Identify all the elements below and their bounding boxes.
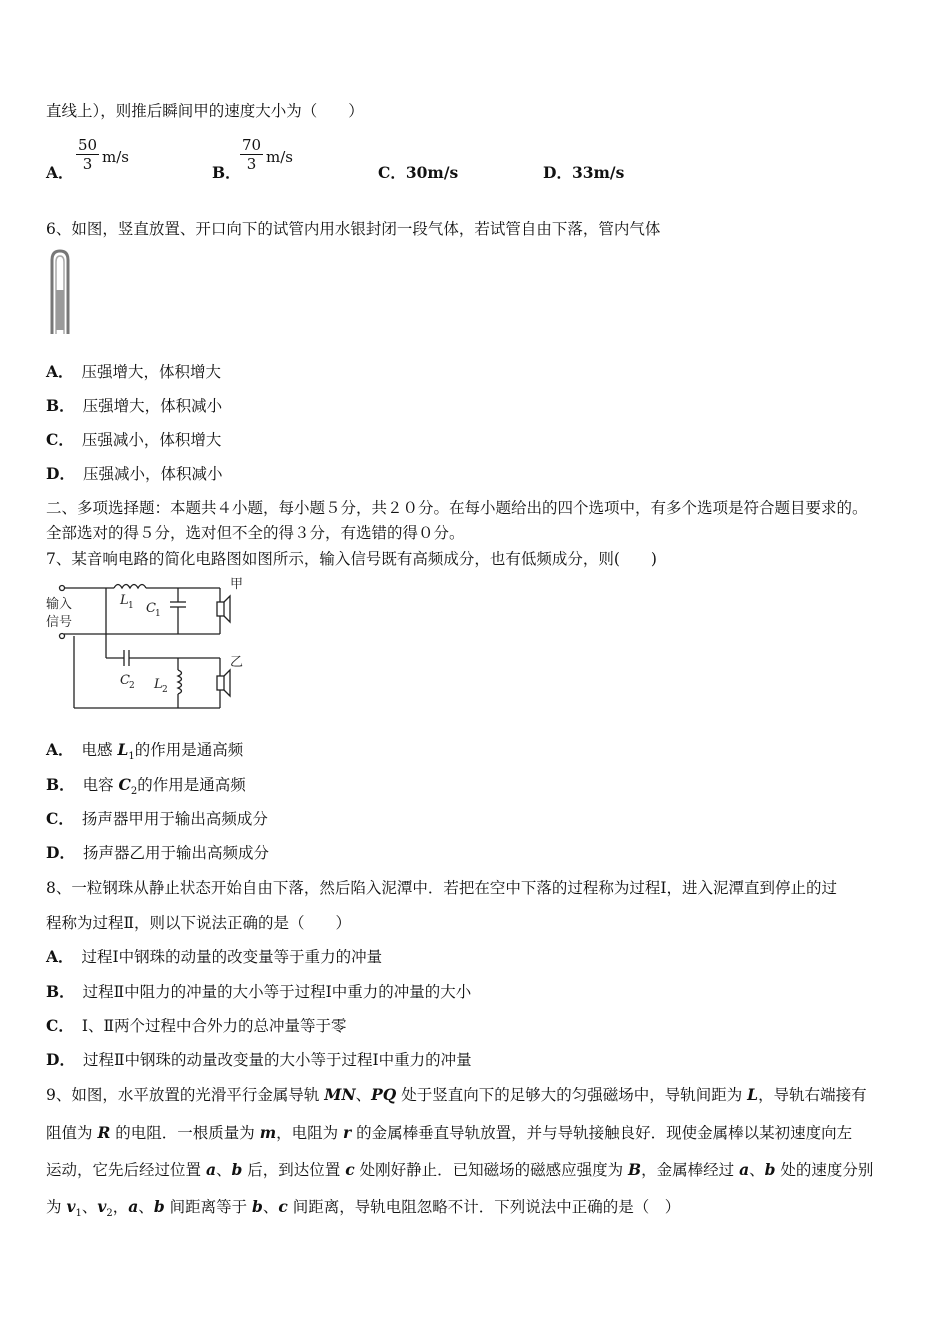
q7-option-d — [46, 843, 269, 863]
symbol-b: b — [231, 1160, 243, 1179]
q5-option-b-fraction — [240, 136, 263, 173]
c2-label: C — [120, 673, 130, 688]
q6-stem: 6、如图，竖直放置、开口向下的试管内用水银封闭一段气体，若试管自由下落，管内气体 — [46, 220, 661, 238]
speaker-b-label: 乙 — [230, 655, 244, 670]
option-symbol: L — [117, 740, 129, 759]
option-text: Ⅰ、Ⅱ两个过程中合外力的总冲量等于零 — [81, 1017, 347, 1035]
symbol-R: R — [97, 1123, 111, 1142]
q6-option-b — [46, 396, 222, 416]
fraction-denominator: 3 — [246, 155, 257, 173]
q5-option-a-unit: m/s — [102, 148, 129, 166]
option-text: 压强增大，体积减小 — [82, 397, 223, 415]
text: 9、如图，水平放置的光滑平行金属导轨 — [46, 1086, 325, 1104]
q8-option-a — [46, 947, 382, 967]
input-label-2: 信号 — [46, 615, 73, 630]
q5-option-d-label: D． — [543, 163, 572, 182]
text: 、 — [81, 1198, 98, 1216]
text: 、 — [749, 1161, 765, 1179]
speaker-a-label: 甲 — [230, 577, 244, 592]
symbol-L: L — [747, 1085, 759, 1104]
text: ，金属棒经过 — [641, 1161, 740, 1179]
input-label-1: 输入 — [46, 597, 73, 612]
symbol-c: c — [278, 1197, 288, 1216]
q6-option-c — [46, 430, 221, 450]
l1-label: L — [120, 593, 129, 608]
option-text: 压强减小，体积增大 — [81, 431, 222, 449]
c1-label: C — [146, 601, 156, 616]
fraction-numerator: 70 — [242, 136, 262, 154]
symbol-MN: MN — [324, 1085, 356, 1104]
q5-option-a-label: A． — [46, 163, 74, 182]
q5-option-b-unit: m/s — [266, 148, 293, 166]
text: 、 — [262, 1198, 279, 1216]
q8-option-b — [46, 982, 471, 1002]
text: 、 — [355, 1086, 372, 1104]
symbol-PQ: PQ — [371, 1085, 397, 1104]
q5-option-a-fraction — [76, 136, 99, 173]
audio-circuit-diagram — [44, 574, 256, 720]
q9-stem-line3 — [46, 1160, 873, 1180]
option-label: B． — [46, 396, 75, 415]
symbol-a: a — [128, 1197, 139, 1216]
text: 后，到达位置 — [242, 1161, 346, 1179]
q6-option-d — [46, 464, 222, 484]
option-label: D． — [46, 464, 75, 483]
fraction-denominator: 3 — [82, 155, 93, 173]
q7-option-a — [46, 740, 243, 767]
option-text-pre: 电容 — [82, 776, 119, 794]
option-label: D． — [46, 1050, 75, 1069]
option-label: B． — [46, 775, 75, 794]
q5-option-d — [543, 161, 624, 183]
q8-stem-line1: 8、一粒钢珠从静止状态开始自由下落，然后陷入泥潭中．若把在空中下落的过程称为过程Ⅰ，进入泥潭直到停止的过 — [46, 879, 837, 897]
q5-option-c — [378, 161, 458, 183]
symbol-b: b — [764, 1160, 776, 1179]
option-text: 过程Ⅰ中钢珠的动量的改变量等于重力的冲量 — [81, 948, 383, 966]
option-text-pre: 电感 — [81, 741, 118, 759]
symbol-m: m — [259, 1123, 277, 1142]
option-text: 过程Ⅱ中钢珠的动量改变量的大小等于过程Ⅰ中重力的冲量 — [82, 1051, 472, 1069]
l2-sub: 2 — [162, 685, 168, 695]
option-text: 扬声器甲用于输出高频成分 — [81, 810, 268, 828]
test-tube-figure — [48, 248, 72, 336]
c2-sub: 2 — [129, 681, 135, 691]
option-label: A． — [46, 740, 74, 759]
option-label: D． — [46, 843, 75, 862]
option-label: C． — [46, 1016, 74, 1035]
symbol-v2: v — [97, 1197, 107, 1216]
text: 为 — [46, 1198, 67, 1216]
q7-option-b — [46, 775, 246, 802]
symbol-b: b — [153, 1197, 165, 1216]
subscript: 1 — [75, 1208, 82, 1220]
q9-stem-line4 — [46, 1197, 680, 1224]
q5-stem-tail: 直线上），则推后瞬间甲的速度大小为（ ） — [46, 102, 364, 120]
option-text-post: 的作用是通高频 — [137, 776, 246, 794]
text: 的金属棒垂直导轨放置，并与导轨接触良好．现使金属棒以某初速度向左 — [351, 1124, 853, 1142]
subscript: 2 — [106, 1208, 113, 1220]
text: ，导轨右端接有 — [758, 1086, 867, 1104]
text: 处刚好静止．已知磁场的磁感应强度为 — [354, 1161, 629, 1179]
option-label: C． — [46, 809, 74, 828]
symbol-r: r — [343, 1123, 352, 1142]
fraction-numerator: 50 — [78, 136, 98, 154]
option-text: 压强减小，体积减小 — [82, 465, 223, 483]
q7-option-c — [46, 809, 268, 829]
text: 间距离，导轨电阻忽略不计．下列说法中正确的是（ ） — [287, 1198, 681, 1216]
symbol-a: a — [205, 1160, 216, 1179]
option-label: A． — [46, 362, 74, 381]
q9-stem-line2 — [46, 1123, 852, 1143]
option-text: 扬声器乙用于输出高频成分 — [82, 844, 269, 862]
text: 、 — [138, 1198, 154, 1216]
text: 处的速度分别 — [775, 1161, 874, 1179]
q7-stem: 7、某音响电路的简化电路图如图所示，输入信号既有高频成分，也有低频成分，则( ) — [46, 550, 657, 568]
option-subscript: 2 — [130, 786, 138, 798]
q8-option-d — [46, 1050, 472, 1070]
symbol-B: B — [628, 1160, 642, 1179]
text: 处于竖直向下的足够大的匀强磁场中，导轨间距为 — [396, 1086, 748, 1104]
option-text: 压强增大，体积增大 — [81, 363, 222, 381]
option-text-post: 的作用是通高频 — [134, 741, 244, 759]
l2-label: L — [154, 677, 163, 692]
text: ， — [112, 1198, 129, 1216]
text: 、 — [215, 1161, 232, 1179]
option-label: B． — [46, 982, 75, 1001]
option-label: A． — [46, 947, 74, 966]
symbol-c: c — [345, 1160, 355, 1179]
q5-option-c-label: C． — [378, 163, 406, 182]
text: 阻值为 — [46, 1124, 98, 1142]
text: 间距离等于 — [164, 1198, 253, 1216]
q9-stem-line1 — [46, 1085, 867, 1105]
symbol-a: a — [739, 1160, 750, 1179]
q5-option-d-text: 33m/s — [571, 163, 625, 182]
text: ，电阻为 — [276, 1124, 344, 1142]
q5-option-b-label: B． — [212, 163, 241, 182]
section2-title-line2: 全部选对的得５分，选对但不全的得３分，有选错的得０分。 — [46, 524, 465, 542]
option-symbol: C — [118, 775, 131, 794]
section2-title-line1: 二、多项选择题：本题共４小题，每小题５分，共２０分。在每小题给出的四个选项中，有多个选项是符合题目要求的。 — [46, 499, 868, 517]
option-subscript: 1 — [128, 751, 135, 763]
q5-option-c-text: 30m/s — [405, 163, 459, 182]
text: 运动，它先后经过位置 — [46, 1161, 206, 1179]
symbol-b: b — [252, 1197, 263, 1216]
l1-sub: 1 — [128, 601, 134, 611]
text: 的电阻．一根质量为 — [110, 1124, 260, 1142]
symbol-v1: v — [66, 1197, 76, 1216]
c1-sub: 1 — [155, 609, 161, 619]
q8-option-c — [46, 1016, 347, 1036]
option-text: 过程Ⅱ中阻力的冲量的大小等于过程Ⅰ中重力的冲量的大小 — [82, 983, 472, 1001]
q6-option-a — [46, 362, 221, 382]
option-label: C． — [46, 430, 74, 449]
q8-stem-line2: 程称为过程Ⅱ，则以下说法正确的是（ ） — [46, 914, 352, 932]
